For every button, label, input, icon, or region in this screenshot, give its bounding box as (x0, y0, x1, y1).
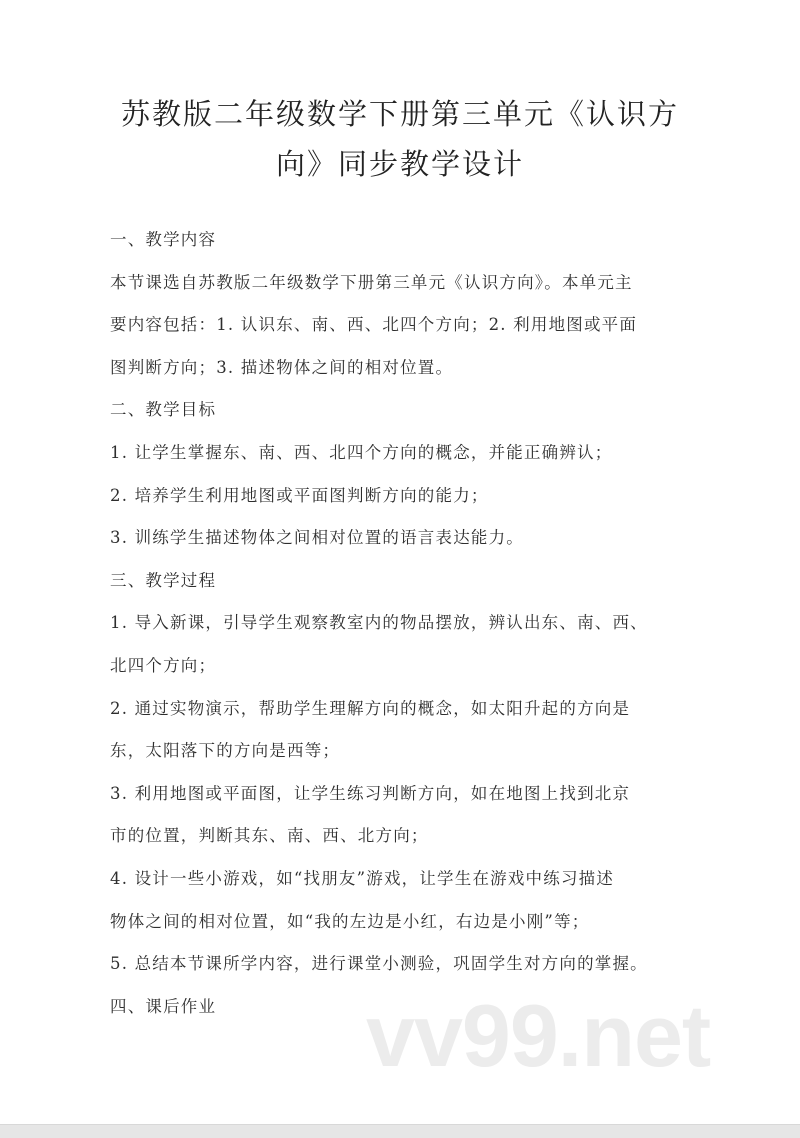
document-body (110, 226, 710, 1035)
list-item-continued: 北四个方向； (110, 655, 217, 675)
document-title-line-2: 向》同步教学设计 (275, 147, 524, 181)
section-heading: 二、教学目标 (110, 400, 217, 420)
paragraph-line: 本节课选自苏教版二年级数学下册第三单元《认识方向》。本单元主 (110, 272, 633, 292)
list-item: 3. 利用地图或平面图，让学生练习判断方向，如在地图上找到北京 (110, 783, 631, 803)
list-item-continued: 物体之间的相对位置，如“我的左边是小红，右边是小刚”等； (110, 911, 590, 931)
document-title-line-1: 苏教版二年级数学下册第三单元《认识方 (120, 97, 679, 131)
watermark: vv99.net (366, 986, 711, 1085)
list-item: 2. 通过实物演示，帮助学生理解方向的概念，如太阳升起的方向是 (110, 698, 631, 718)
paragraph-line: 要内容包括：1. 认识东、南、西、北四个方向；2. 利用地图或平面 (110, 315, 638, 335)
page-bottom-edge (0, 1124, 800, 1138)
list-item: 4. 设计一些小游戏，如“找朋友”游戏，让学生在游戏中练习描述 (110, 868, 615, 888)
section-heading: 四、课后作业 (110, 996, 217, 1016)
list-item: 2. 培养学生利用地图或平面图判断方向的能力； (110, 485, 489, 505)
section-heading: 三、教学过程 (110, 570, 217, 590)
list-item: 5. 总结本节课所学内容，进行课堂小测验，巩固学生对方向的掌握。 (110, 954, 648, 974)
section-heading: 一、教学内容 (110, 230, 217, 249)
paragraph-line: 图判断方向；3. 描述物体之间的相对位置。 (110, 357, 454, 377)
list-item-continued: 东，太阳落下的方向是西等； (110, 741, 341, 761)
list-item: 3. 训练学生描述物体之间相对位置的语言表达能力。 (110, 528, 524, 548)
list-item: 1. 导入新课，引导学生观察教室内的物品摆放，辨认出东、南、西、 (110, 613, 648, 633)
list-item: 1. 让学生掌握东、南、西、北四个方向的概念，并能正确辨认； (110, 442, 613, 462)
list-item-continued: 市的位置，判断其东、南、西、北方向； (110, 826, 429, 846)
